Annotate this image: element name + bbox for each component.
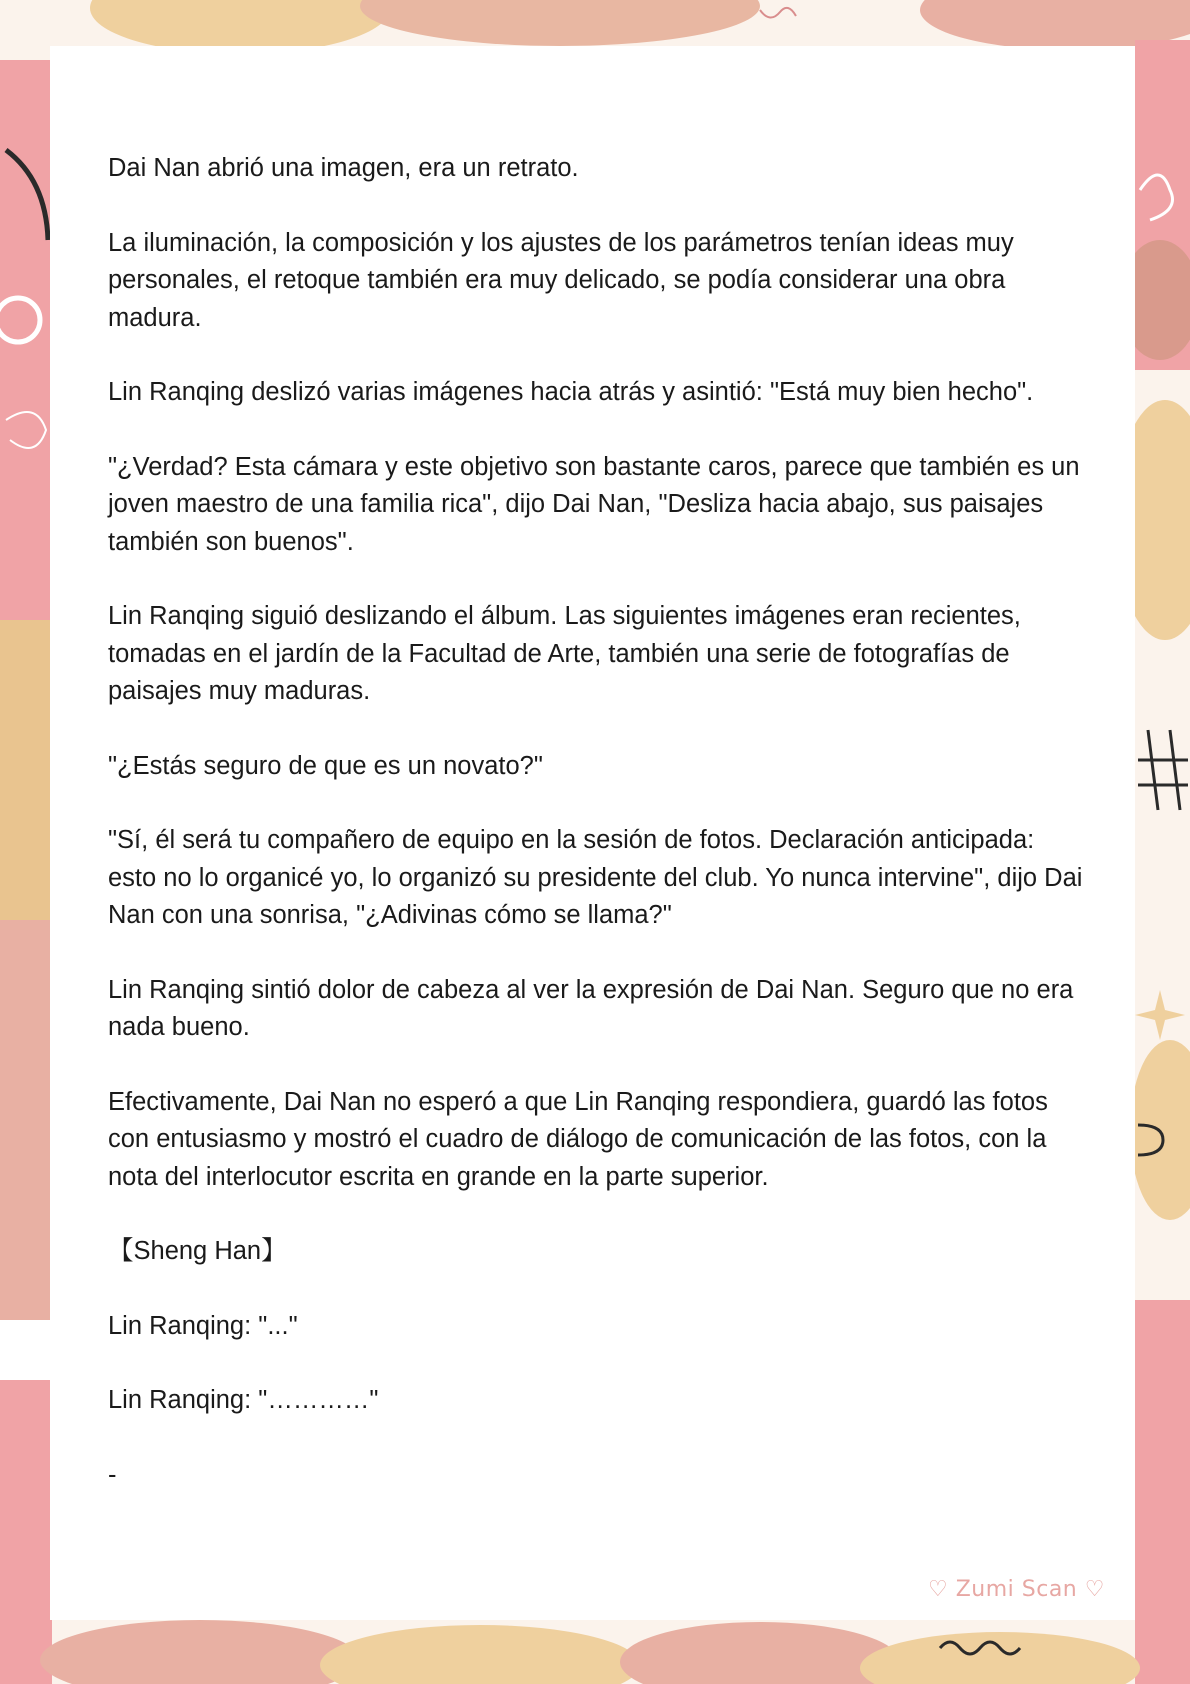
paragraph: Lin Ranqing: "…………" [108, 1386, 379, 1414]
hash-mark-icon [1138, 730, 1188, 810]
sparkle-icon [1135, 990, 1185, 1040]
paragraph: 【Sheng Han】 [108, 1237, 287, 1265]
blob-peach-top [360, 0, 760, 46]
paragraph: "Sí, él será tu compañero de equipo en la sesión de fotos. Declaración anticipada: esto no lo organicé yo, lo organizó su presidente del club. Yo nunca intervine", dijo Dai Nan con una sonrisa, "¿Adivinas cómo se llama?" [108, 826, 1083, 929]
band-pink-left-bottom [0, 1380, 52, 1684]
paragraph: - [108, 1460, 117, 1489]
blob-peach-bottom [40, 1620, 360, 1684]
band-white-left [0, 1320, 52, 1380]
paragraph: Lin Ranqing deslizó varias imágenes hacia atrás y asintió: "Está muy bien hecho". [108, 378, 1034, 406]
squiggle-top [760, 8, 796, 18]
paragraph: Lin Ranqing siguió deslizando el álbum. Las siguientes imágenes eran recientes, tomadas en el jardín de la Facultad de Arte, también una serie de fotografías de paisajes muy maduras. [108, 602, 1021, 705]
blob-rose-bottom [620, 1622, 900, 1684]
paragraph: "¿Verdad? Esta cámara y este objetivo son bastante caros, parece que también es un joven maestro de una familia rica", dijo Dai Nan, "Desliza hacia abajo, sus paisajes también son buenos". [108, 452, 1080, 556]
watermark: ♡ Zumi Scan ♡ [928, 1577, 1105, 1602]
band-peach-left [0, 920, 52, 1320]
blob-sand-bottom-right [860, 1632, 1140, 1684]
document-body [108, 150, 1088, 1531]
paragraph: Efectivamente, Dai Nan no esperó a que Lin Ranqing respondiera, guardó las fotos con entusiasmo y mostró el cuadro de diálogo de comunicación de las fotos, con la nota del interlocutor escrita en grande en la parte superior. [108, 1087, 1048, 1191]
band-pink-right-bottom [1135, 1300, 1190, 1684]
paragraph: Lin Ranqing: "..." [108, 1311, 298, 1340]
band-sand-left [0, 620, 52, 920]
paragraph: "¿Estás seguro de que es un novato?" [108, 751, 543, 780]
paragraph: Dai Nan abrió una imagen, era un retrato. [108, 154, 579, 182]
paragraph: La iluminación, la composición y los ajustes de los parámetros tenían ideas muy personales, el retoque también era muy delicado, se podía considerar una obra madura. [108, 228, 1014, 332]
blob-sand-bottom [320, 1625, 640, 1684]
paragraph: Lin Ranqing sintió dolor de cabeza al ver la expresión de Dai Nan. Seguro que no era nada bueno. [108, 975, 1074, 1041]
